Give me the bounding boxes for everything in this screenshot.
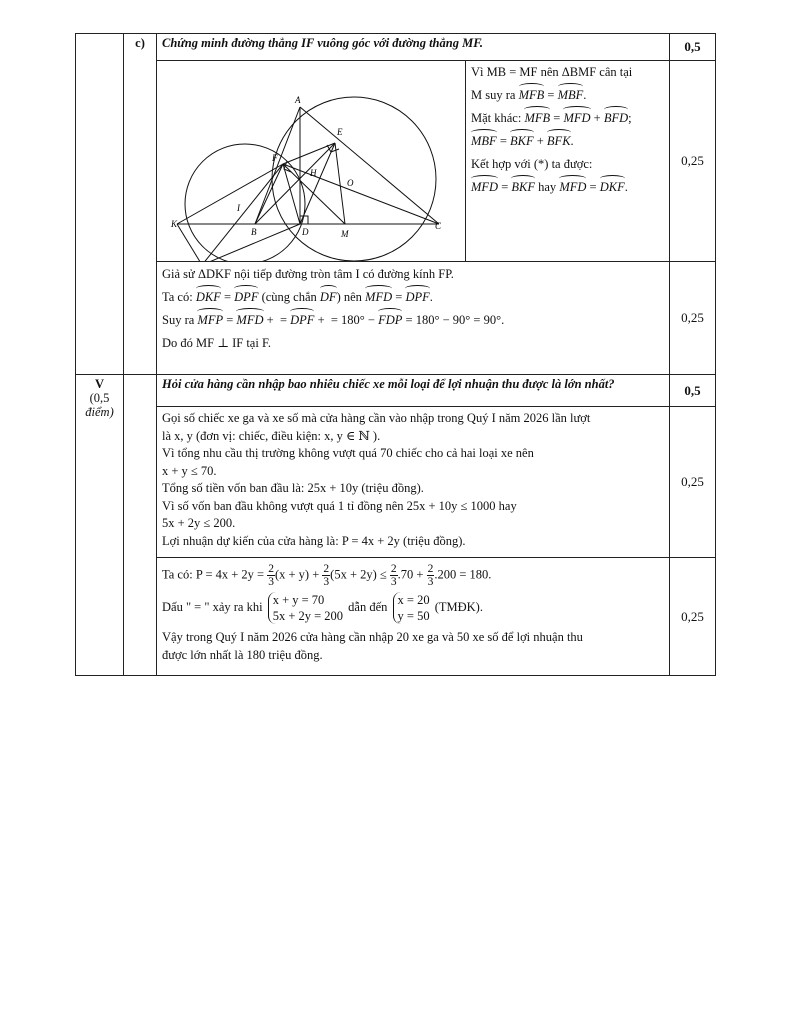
- proof-2-text: Giả sử ΔDKF nội tiếp đường tròn tâm I có đường kính FP. Ta có: DKF = DPF (cùng chắn DF) nên MFD = DPF. Suy ra MFP = MFD + = DPF + = 180° − FDP = 180° − 90° = 90°. Do đó MF ⊥ IF tại F.: [157, 262, 670, 375]
- label-M: M: [341, 229, 349, 239]
- question-V: Hỏi cửa hàng cần nhập bao nhiêu chiếc xe mỗi loại để lợi nhuận thu được là lớn nhất?: [157, 375, 670, 407]
- label-A: A: [295, 95, 301, 105]
- points-header-c: 0,5: [670, 34, 716, 61]
- label-I: I: [237, 203, 240, 213]
- part-label-V: V (0,5 điểm): [76, 375, 124, 676]
- label-F: F: [272, 153, 278, 163]
- points-c-2: 0,25: [670, 262, 716, 375]
- label-O: O: [347, 178, 354, 188]
- part-cell-empty: [76, 34, 124, 375]
- circle-O: [272, 97, 436, 261]
- solution-V-part-2: Ta có: P = 4x + 2y = $\frac{2}{3}$ (x + y) + $\frac{2}{3}$ (5x + 2y) ≤ $\frac{2}{3}$ .70 + $\frac{2}{3}$ .200 = 180. Dấu " = " xảy ra khi x + y = 70 5x + 2y = 200 dẫn đến x = 20 y = 50 (TMĐK). Vậy trong Quý I năm 2026 cửa hàng cần nhập 20 xe ga và 50 xe số để lợi nhuận thu được lớn nhất là 180 triệu đồng.: [157, 558, 670, 676]
- subpart-cell-empty: [124, 375, 157, 676]
- grading-table: [75, 33, 716, 676]
- label-H: H: [310, 168, 317, 178]
- figure-proof-cell: [157, 61, 670, 262]
- proof-1-text: Vì MB = MF nên ΔBMF cân tại M suy ra MFB = MBF. Mặt khác: MFB = MFD + BFD; MBF = BKF + BFK. Kết hợp với (*) ta được: MFD = BKF hay MFD = DKF.: [465, 61, 669, 261]
- points-V-1: 0,25: [670, 407, 716, 558]
- label-B: B: [251, 227, 257, 237]
- label-D: D: [302, 227, 309, 237]
- solution-V-part-1: Gọi số chiếc xe ga và xe số mà cửa hàng cần vào nhập trong Quý I năm 2026 lần lượt là x, y (đơn vị: chiếc, điều kiện: x, y ∈ ℕ ). Vì tổng nhu cầu thị trường không vượt quá 70 chiếc cho cả hai loại xe nên x + y ≤ 70. Tổng số tiền vốn ban đầu là: 25x + 10y (triệu đồng). Vì số vốn ban đầu không vượt quá 1 tỉ đồng nên 25x + 10y ≤ 1000 hay 5x + 2y ≤ 200. Lợi nhuận dự kiến của cửa hàng là: P = 4x + 2y (triệu đồng).: [157, 407, 670, 558]
- points-V-2: 0,25: [670, 558, 716, 676]
- points-c-1: 0,25: [670, 61, 716, 262]
- question-c: Chứng minh đường thẳng IF vuông góc với đường thẳng MF.: [157, 34, 670, 61]
- points-header-V: 0,5: [670, 375, 716, 407]
- label-K: K: [171, 219, 178, 229]
- subpart-label-c: c): [124, 34, 157, 375]
- label-C: C: [435, 221, 442, 231]
- label-E: E: [337, 127, 343, 137]
- geometry-figure: [157, 61, 465, 261]
